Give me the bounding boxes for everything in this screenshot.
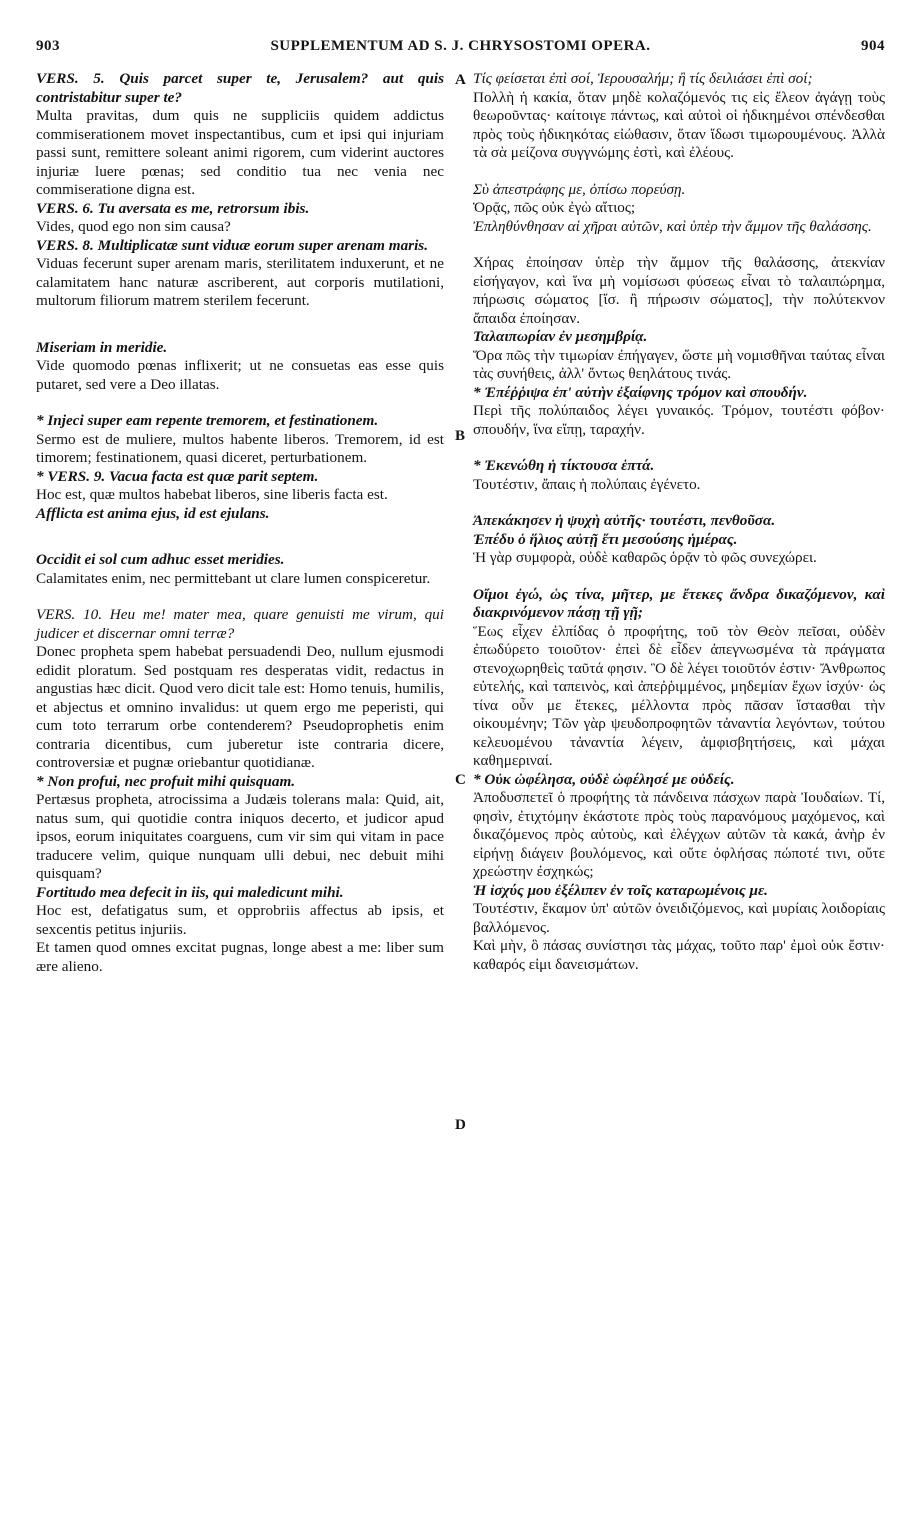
greek-commentary: Ἕως εἶχεν ἐλπίδας ὁ προφήτης, τοῦ τὸν Θεὸν πεῖσαι, οὐδὲν ἐπωδύρετο τοιοῦτον· ἐπεὶ δὲ εἶδεν ἀπεγνωσμένα τὰ πράγματα στενοχωρηθεὶς ταῦτά φησιν. Ὃ δὲ λέγει τοιοῦτόν ἐστιν· Ἄνθρωπος εὐτελής, καὶ ταπεινὸς, καὶ ἀπεῤῥιμμένος, μηδεμίαν ἔχων ἰσχύν· ὡς τίνα οὖν με ἔτεκες, μέλλοντα πρὸς πᾶσαν ἵστασθαι τὴν οἰκουμένην; Τῶν γὰρ ψευδοπροφητῶν τἀναντία λεγόντων, τούτου κελευομένου τἀναντία λέγειν, ἀμφισβητήσεις, καὶ μάχαι καθημεριναί. — [473, 622, 885, 769]
page-number-left: 903 — [36, 38, 60, 54]
margin-letter-b: B — [455, 428, 466, 444]
greek-commentary: Πολλὴ ἡ κακία, ὅταν μηδὲ κολαζόμενός τις εἰς ἔλεον ἀγάγῃ τοὺς θεωροῦντας· καίτοιγε πάντως, καὶ αὐτοὶ οἱ ἠδικημένοι σπένδεσθαι πρὸς τοὺς ἠδικηκότας εἰώθασιν, ὅταν ἴδωσι τιμωρουμένους. Ἀλλὰ τὰ σὰ μείζονα συγγνώμης ἐστὶ, καὶ ἐλέους. — [473, 88, 885, 161]
greek-commentary: Ὅρα πῶς τὴν τιμωρίαν ἐπήγαγεν, ὥστε μὴ νομισθῆναι ταύτας εἶναι τὰς συνήθεις, ἀλλ' ὄντως θεηλάτους τινάς. — [473, 346, 885, 382]
latin-verse-8: VERS. 8. Multiplicatæ sunt viduæ eorum super arenam maris. — [36, 236, 429, 254]
greek-lemma: * Οὐκ ὠφέλησα, οὐδὲ ὠφέλησέ με οὐδείς. — [473, 770, 735, 788]
latin-commentary: Vides, quod ego non sim causa? — [36, 218, 231, 235]
latin-lemma: * Injeci super eam repente tremorem, et festinationem. — [36, 412, 379, 429]
latin-commentary: Hoc est, defatigatus sum, et opprobriis affectus ab ipsis, et sexcentis petitus injuriis. — [36, 902, 444, 938]
greek-verse-8: Ἐπληθύνθησαν αἱ χῆραι αὐτῶν, καὶ ὑπὲρ τὴν ἄμμον τῆς θαλάσσης. — [473, 217, 872, 235]
latin-lemma: Fortitudo mea defecit in iis, qui maledicunt mihi. — [36, 883, 344, 901]
running-header — [36, 38, 885, 60]
latin-commentary: Calamitates enim, nec permittebant ut clare lumen conspiceretur. — [36, 569, 431, 587]
greek-commentary: Χήρας ἐποίησαν ὑπὲρ τὴν ἄμμον τῆς θαλάσσης, ἀτεκνίαν εἰσήγαγον, καὶ ἵνα μὴ νομίσωσι φύσεως εἶναι τὸ ταλαιπώρημα, πήρωσις σώματος [ἴσ. ἢ πήρωσιν σώματος], τὴν πολύτεκνον ἄπαιδα ἐποίησαν. — [473, 254, 885, 327]
greek-commentary: Τουτέστιν, ἔκαμον ὑπ' αὐτῶν ὀνειδιζόμενος, καὶ μυρίαις λοιδορίαις βαλλόμενος. — [473, 900, 885, 936]
latin-lemma: Afflicta est anima ejus, id est ejulans. — [36, 504, 270, 522]
running-title: SUPPLEMENTUM AD S. J. CHRYSOSTOMI OPERA. — [270, 38, 651, 54]
greek-lemma: * Ἐπέῤῥιψα ἐπ' αὐτὴν ἐξαίφνης τρόμον καὶ σπουδήν. — [473, 383, 808, 401]
greek-lemma: Ἡ ἰσχύς μου ἐξέλιπεν ἐν τοῖς καταρωμένοις με. — [473, 881, 768, 899]
greek-commentary: Περὶ τῆς πολύπαιδος λέγει γυναικός. Τρόμον, τουτέστι φόβον· σπουδήν, ἵνα εἴπῃ, ταραχήν. — [473, 402, 885, 438]
latin-verse-10: VERS. 10. Heu me! mater mea, quare genuisti me virum, qui judicer et discernar omni terræ? — [36, 606, 444, 642]
latin-lemma: Occidit ei sol cum adhuc esset meridies. — [36, 551, 285, 568]
latin-lemma: * Non profui, nec profuit mihi quisquam. — [36, 772, 296, 790]
greek-commentary: Ἡ γὰρ συμφορὰ, οὐδὲ καθαρῶς ὁρᾷν τὸ φῶς συνεχώρει. — [473, 549, 817, 566]
latin-commentary: Viduas fecerunt super arenam maris, sterilitatem induxerunt, et ne calamitatem hanc naturæ ascriberent, aut corporis mutilationi, multorum filiorum matrem sterilem fecerunt. — [36, 255, 444, 309]
latin-commentary: Hoc est, quæ multos habebat liberos, sine liberis facta est. — [36, 486, 388, 503]
latin-commentary: Sermo est de muliere, multos habente liberos. Tremorem, id est timorem; festinationem, quasi diceret, perturbationem. — [36, 430, 444, 466]
page-number-right: 904 — [861, 38, 885, 54]
greek-commentary: Ἀποδυσπετεῖ ὁ προφήτης τὰ πάνδεινα πάσχων παρὰ Ἰουδαίων. Τί, φησὶν, ἐτιχτόμην ἑκάστοτε πρὸς τοὺς παρανόμους μαχόμενος, καὶ δικαζόμενος πρὸς αὐτοὺς, καὶ ἐλέγχων αὐτῶν τὰ κακά, ἀνὴρ ἐν εἰρήνῃ διάγειν βουλόμενος, καὶ οὔτε ὀφλήσας πώποτέ τινι, οὔτε χρεώστην ἐσχηκώς; — [473, 789, 885, 880]
greek-lemma: Ἐπέδυ ὁ ἥλιος αὐτῇ ἔτι μεσούσης ἡμέρας. — [473, 530, 738, 548]
greek-commentary: Ὁρᾷς, πῶς οὐκ ἐγὼ αἴτιος; — [473, 199, 636, 216]
latin-verse-5: VERS. 5. Quis parcet super te, Jerusalem? aut quis contristabitur super te? — [36, 70, 444, 106]
latin-commentary: Pertæsus propheta, atrocissima a Judæis tolerans mala: Quid, ait, natus sum, qui quotidie contra iniquos decerto, et judicor apud ipsos, eorum iniquitates coarguens, cum vir sim qui vitam in pace traducere velim, quique nunquam ulli debui, nec debuit mihi quisquam? — [36, 791, 444, 882]
latin-lemma: Miseriam in meridie. — [36, 338, 168, 356]
latin-commentary: Multa pravitas, dum quis ne suppliciis quidem addictus commiserationem movet inspectantibus, cum et ipsi qui injuriam passi sunt, remittere soleant animi rigorem, cum viderint auctores injuriæ luere pœnas; sed conditio tua nec venia nec commiseratione digna est. — [36, 107, 444, 198]
latin-verse-6: VERS. 6. Tu aversata es me, retrorsum ibis. — [36, 199, 310, 217]
greek-verse-5: Τίς φείσεται ἐπὶ σοί, Ἱερουσαλήμ; ἢ τίς δειλιάσει ἐπὶ σοί; — [473, 70, 813, 87]
latin-commentary: Et tamen quod omnes excitat pugnas, longe abest a me: liber sum ære alieno. — [36, 939, 444, 975]
greek-lemma: Ἀπεκάκησεν ἡ ψυχὴ αὐτῆς· τουτέστι, πενθοῦσα. — [473, 512, 776, 529]
latin-commentary: Donec propheta spem habebat persuadendi Deo, nullum ejusmodi edidit ploratum. Sed postquam res desperatas vidit, redactus in angustias hæc dicit. Quod vero dicit tale est: Homo tenuis, humilis, et abjectus et omnino invalidus: ut quem ergo me peperisti, qui cum toto terrarum orbe contenderem? Pseudoprophetis enim contraria dicentibus, cum juberetur iste contraria dicere, controversiæ et pugnæ oriebantur quotidianæ. — [36, 643, 444, 771]
greek-lemma: * Ἐκενώθη ἡ τίκτουσα ἑπτά. — [473, 457, 655, 474]
greek-lemma: Ταλαιπωρίαν ἐν μεσημβρίᾳ. — [473, 328, 648, 345]
margin-letter-a: A — [455, 72, 466, 88]
latin-column — [36, 70, 444, 976]
latin-verse-9: * VERS. 9. Vacua facta est quæ parit septem. — [36, 467, 319, 485]
greek-verse-6: Σὺ ἀπεστράφης με, ὀπίσω πορεύσῃ. — [473, 180, 686, 198]
greek-commentary: Καὶ μὴν, ὃ πάσας συνίστησι τὰς μάχας, τοῦτο παρ' ἐμοὶ οὐκ ἔστιν· καθαρός εἰμι δανεισμάτων. — [473, 937, 885, 973]
margin-letter-c: C — [455, 772, 466, 788]
margin-letter-d: D — [455, 1117, 466, 1133]
greek-verse-10: Οἴμοι ἐγώ, ὡς τίνα, μῆτερ, με ἔτεκες ἄνδρα δικαζόμενον, καὶ διακρινόμενον πάσῃ τῇ γῇ; — [473, 585, 885, 621]
greek-column — [473, 70, 885, 974]
greek-commentary: Τουτέστιν, ἄπαις ἡ πολύπαις ἐγένετο. — [473, 475, 701, 493]
latin-commentary: Vide quomodo pœnas inflixerit; ut ne consuetas eas esse quis putaret, sed vere a Deo illatas. — [36, 357, 444, 393]
